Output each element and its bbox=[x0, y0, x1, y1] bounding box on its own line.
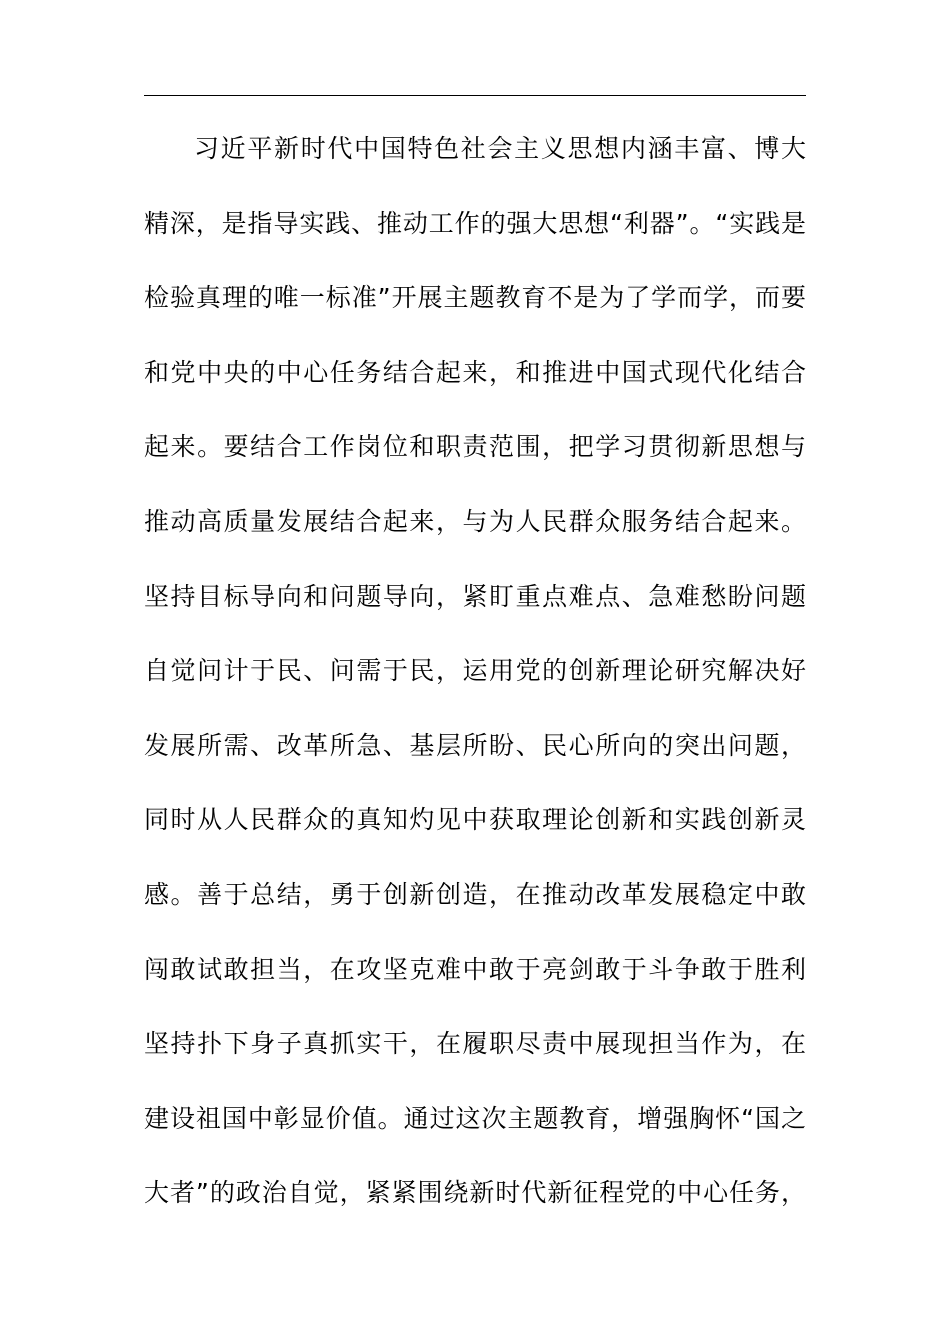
text-line-14: 建设祖国中彰显价值。通过这次主题教育，增强胸怀“国之 bbox=[144, 1103, 806, 1133]
body-paragraph bbox=[144, 112, 806, 1231]
text-line-5: 起来。要结合工作岗位和职责范围，把学习贯彻新思想与 bbox=[144, 432, 806, 462]
header-rule bbox=[144, 95, 806, 96]
text-line-1: 习近平新时代中国特色社会主义思想内涵丰富、博大 bbox=[194, 134, 806, 163]
text-line-2: 精深，是指导实践、推动工作的强大思想“利器”。“实践是 bbox=[144, 208, 806, 238]
text-line-8: 自觉问计于民、问需于民，运用党的创新理论研究解决好 bbox=[144, 656, 806, 686]
text-line-9: 发展所需、改革所急、基层所盼、民心所向的突出问题， bbox=[144, 730, 806, 760]
text-line-6: 推动高质量发展结合起来，与为人民群众服务结合起来。 bbox=[144, 506, 806, 536]
text-line-12: 闯敢试敢担当，在攻坚克难中敢于亮剑敢于斗争敢于胜利 bbox=[144, 954, 806, 984]
text-line-7: 坚持目标导向和问题导向，紧盯重点难点、急难愁盼问题 bbox=[144, 581, 806, 611]
text-line-13: 坚持扑下身子真抓实干，在履职尽责中展现担当作为，在 bbox=[144, 1029, 806, 1059]
text-line-4: 和党中央的中心任务结合起来，和推进中国式现代化结合 bbox=[144, 357, 806, 387]
text-line-10: 同时从人民群众的真知灼见中获取理论创新和实践创新灵 bbox=[144, 805, 806, 835]
text-line-15: 大者”的政治自觉，紧紧围绕新时代新征程党的中心任务， bbox=[144, 1178, 806, 1208]
text-line-3: 检验真理的唯一标准”开展主题教育不是为了学而学，而要 bbox=[144, 283, 806, 313]
text-line-11: 感。善于总结，勇于创新创造，在推动改革发展稳定中敢 bbox=[144, 879, 806, 909]
